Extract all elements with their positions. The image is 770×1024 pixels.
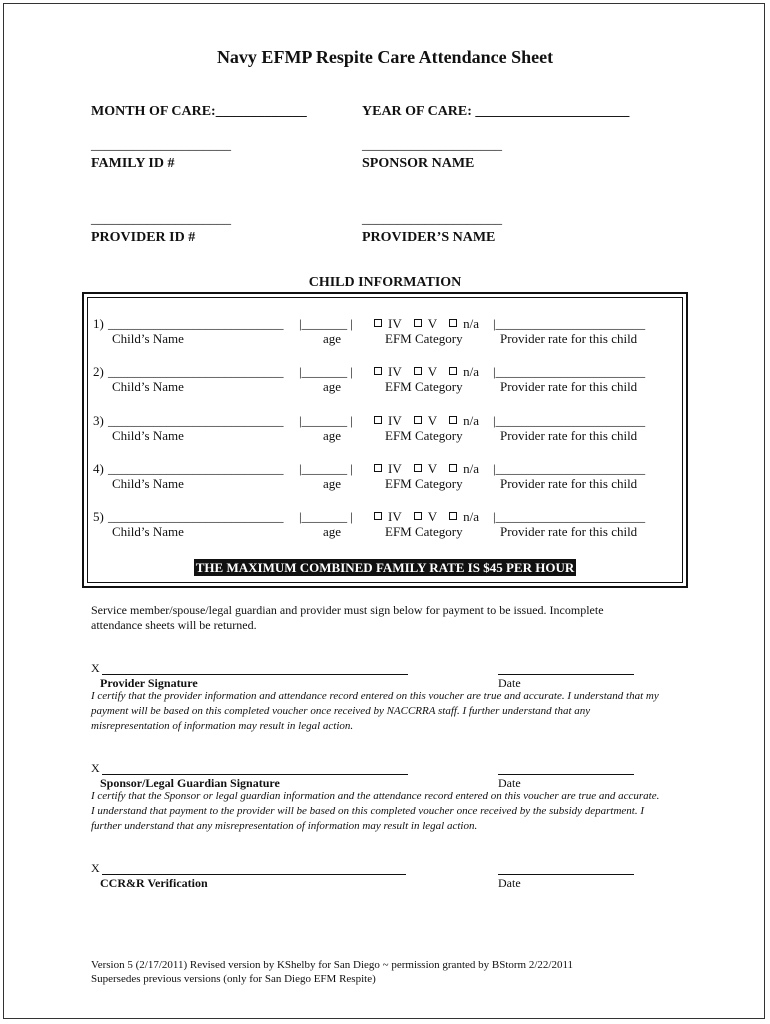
- efm-category-options: [374, 316, 491, 332]
- ccr-date-label: Date: [498, 876, 521, 890]
- age-label: age: [323, 331, 342, 346]
- provider-cert-line-3: misrepresentation of information may result in legal action.: [91, 720, 354, 732]
- checkbox-icon[interactable]: [374, 464, 382, 472]
- option-na[interactable]: n/a: [449, 461, 479, 477]
- ccr-verification-line[interactable]: [102, 874, 406, 875]
- sponsor-name-input-line[interactable]: ____________________: [362, 138, 502, 153]
- checkbox-icon[interactable]: [414, 512, 422, 520]
- option-iv[interactable]: IV: [374, 413, 402, 429]
- ccr-x-mark: X: [91, 861, 100, 875]
- checkbox-icon[interactable]: [374, 319, 382, 327]
- child-row-3: [88, 413, 682, 453]
- child-row-2: [88, 364, 682, 404]
- provider-x-mark: X: [91, 661, 100, 675]
- child-information-title: CHILD INFORMATION: [308, 275, 462, 290]
- age-label: age: [323, 524, 342, 539]
- sponsor-date-line[interactable]: [498, 774, 634, 775]
- page-title: Navy EFMP Respite Care Attendance Sheet: [216, 47, 554, 67]
- maximum-rate-text: THE MAXIMUM COMBINED FAMILY RATE IS $45 PER HOUR: [195, 560, 575, 575]
- efm-category-options: [374, 364, 491, 380]
- sponsor-name-label: SPONSOR NAME: [362, 156, 475, 171]
- option-v[interactable]: V: [414, 509, 437, 525]
- option-iv[interactable]: IV: [374, 316, 402, 332]
- instructions-line-2: attendance sheets will be returned.: [91, 618, 257, 632]
- sponsor-date-label: Date: [498, 776, 521, 790]
- provider-signature-label: Provider Signature: [100, 676, 198, 690]
- child-row-number: 2): [93, 364, 104, 379]
- age-label: age: [323, 476, 342, 491]
- ccr-verification-label: CCR&R Verification: [100, 876, 208, 890]
- efm-category-label: EFM Category: [385, 476, 463, 491]
- checkbox-icon[interactable]: [449, 367, 457, 375]
- child-age-input[interactable]: |_______ |: [299, 509, 353, 524]
- provider-rate-input[interactable]: |_______________________: [493, 316, 646, 331]
- child-row-number: 4): [93, 461, 104, 476]
- checkbox-icon[interactable]: [414, 319, 422, 327]
- provider-rate-label: Provider rate for this child: [500, 524, 638, 539]
- efm-category-options: [374, 461, 491, 477]
- child-name-label: Child’s Name: [112, 476, 184, 491]
- sponsor-cert-line-1: I certify that the Sponsor or legal guardian information and the attendance record entered on this voucher are true and accurate.: [91, 790, 660, 802]
- child-row-1: [88, 316, 682, 356]
- supersedes-note: Supersedes previous versions (only for San Diego EFM Respite): [91, 973, 376, 985]
- checkbox-icon[interactable]: [414, 367, 422, 375]
- option-iv[interactable]: IV: [374, 461, 402, 477]
- option-na[interactable]: n/a: [449, 316, 479, 332]
- year-of-care-field[interactable]: YEAR OF CARE: ______________________: [362, 104, 630, 119]
- instructions-line-1: Service member/spouse/legal guardian and provider must sign below for payment to be issued. Incomplete: [91, 603, 604, 617]
- checkbox-icon[interactable]: [414, 464, 422, 472]
- checkbox-icon[interactable]: [374, 367, 382, 375]
- provider-id-label: PROVIDER ID #: [91, 230, 196, 245]
- provider-rate-input[interactable]: |_______________________: [493, 413, 646, 428]
- provider-rate-label: Provider rate for this child: [500, 379, 638, 394]
- child-name-label: Child’s Name: [112, 428, 184, 443]
- provider-cert-line-1: I certify that the provider information and attendance record entered on this voucher are true and accurate. I understand that my: [91, 690, 659, 702]
- option-v[interactable]: V: [414, 364, 437, 380]
- checkbox-icon[interactable]: [414, 416, 422, 424]
- month-of-care-field[interactable]: MONTH OF CARE:_____________: [91, 104, 307, 119]
- provider-rate-label: Provider rate for this child: [500, 476, 638, 491]
- option-na[interactable]: n/a: [449, 509, 479, 525]
- child-name-label: Child’s Name: [112, 379, 184, 394]
- age-label: age: [323, 428, 342, 443]
- child-name-input[interactable]: ___________________________: [108, 413, 284, 428]
- efm-category-label: EFM Category: [385, 428, 463, 443]
- provider-signature-line[interactable]: [102, 674, 408, 675]
- efm-category-label: EFM Category: [385, 524, 463, 539]
- provider-rate-input[interactable]: |_______________________: [493, 364, 646, 379]
- age-label: age: [323, 379, 342, 394]
- child-information-inner-border: [87, 297, 683, 583]
- child-row-number: 5): [93, 509, 104, 524]
- efm-category-label: EFM Category: [385, 379, 463, 394]
- checkbox-icon[interactable]: [449, 416, 457, 424]
- sponsor-cert-line-3: further understand that any misrepresentation of information may result in legal action.: [91, 820, 478, 832]
- family-id-label: FAMILY ID #: [91, 156, 175, 171]
- child-row-number: 3): [93, 413, 104, 428]
- efm-category-label: EFM Category: [385, 331, 463, 346]
- provider-date-label: Date: [498, 676, 521, 690]
- checkbox-icon[interactable]: [449, 319, 457, 327]
- child-information-box: [82, 292, 688, 588]
- option-iv[interactable]: IV: [374, 364, 402, 380]
- sponsor-cert-line-2: I understand that payment to the provider will be based on this completed voucher once received by the subsidy department. I: [91, 805, 645, 817]
- provider-rate-label: Provider rate for this child: [500, 331, 638, 346]
- child-name-label: Child’s Name: [112, 331, 184, 346]
- provider-date-line[interactable]: [498, 674, 634, 675]
- version-note: Version 5 (2/17/2011) Revised version by KShelby for San Diego ~ permission granted by BStorm 2/22/2011: [91, 959, 574, 971]
- option-na[interactable]: n/a: [449, 413, 479, 429]
- sponsor-certification: [91, 789, 691, 834]
- checkbox-icon[interactable]: [449, 464, 457, 472]
- child-name-input[interactable]: ___________________________: [108, 461, 284, 476]
- provider-id-input-line[interactable]: ____________________: [91, 212, 231, 227]
- sponsor-x-mark: X: [91, 761, 100, 775]
- sponsor-signature-line[interactable]: [102, 774, 408, 775]
- provider-rate-label: Provider rate for this child: [500, 428, 638, 443]
- option-v[interactable]: V: [414, 461, 437, 477]
- provider-rate-input[interactable]: |_______________________: [493, 461, 646, 476]
- provider-name-label: PROVIDER’S NAME: [362, 230, 496, 245]
- provider-name-input-line[interactable]: ____________________: [362, 212, 502, 227]
- checkbox-icon[interactable]: [374, 512, 382, 520]
- checkbox-icon[interactable]: [449, 512, 457, 520]
- option-v[interactable]: V: [414, 413, 437, 429]
- child-age-input[interactable]: |_______ |: [299, 316, 353, 331]
- provider-certification: [91, 689, 691, 734]
- option-v[interactable]: V: [414, 316, 437, 332]
- option-iv[interactable]: IV: [374, 509, 402, 525]
- sponsor-signature-label: Sponsor/Legal Guardian Signature: [100, 776, 280, 790]
- child-row-4: [88, 461, 682, 501]
- child-name-label: Child’s Name: [112, 524, 184, 539]
- checkbox-icon[interactable]: [374, 416, 382, 424]
- ccr-date-line[interactable]: [498, 874, 634, 875]
- child-age-input[interactable]: |_______ |: [299, 461, 353, 476]
- family-id-input-line[interactable]: ____________________: [91, 138, 231, 153]
- child-name-input[interactable]: ___________________________: [108, 316, 284, 331]
- child-row-number: 1): [93, 316, 104, 331]
- child-age-input[interactable]: |_______ |: [299, 413, 353, 428]
- child-row-5: [88, 509, 682, 549]
- maximum-rate-banner: [88, 559, 682, 577]
- child-name-input[interactable]: ___________________________: [108, 364, 284, 379]
- efm-category-options: [374, 413, 491, 429]
- option-na[interactable]: n/a: [449, 364, 479, 380]
- provider-cert-line-2: payment will be based on this completed voucher once received by NACCRRA staff. I further understand that any: [91, 705, 591, 717]
- provider-rate-input[interactable]: |_______________________: [493, 509, 646, 524]
- child-name-input[interactable]: ___________________________: [108, 509, 284, 524]
- efm-category-options: [374, 509, 491, 525]
- child-age-input[interactable]: |_______ |: [299, 364, 353, 379]
